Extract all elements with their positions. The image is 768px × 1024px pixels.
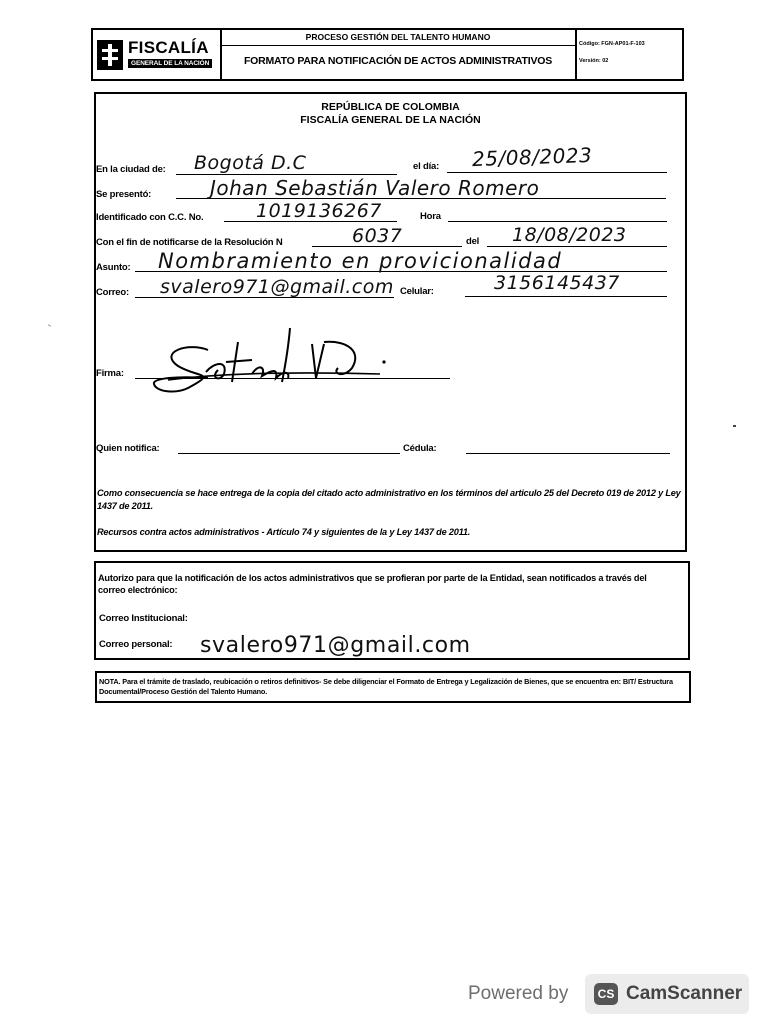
- celular-label: Celular:: [400, 286, 434, 297]
- quien-notifica-line: [178, 453, 400, 454]
- camscanner-logo-icon: CS: [594, 983, 618, 1005]
- resolucion-label: Con el fin de notificarse de la Resolución N: [96, 237, 283, 248]
- cedula-line: [466, 453, 670, 454]
- cedula-label: Cédula:: [403, 443, 437, 454]
- nota-text: NOTA. Para el trámite de traslado, reubicación o retiros definitivos- Se debe diligenciar el Formato de Entrega y Legalización de Bienes, que se encuentra en: BIT/ Estructura Documental/Proceso Gestión del Talento Humano.: [99, 677, 673, 696]
- seal-icon: [97, 40, 123, 70]
- cc-value: 1019136267: [256, 200, 382, 222]
- asunto-label: Asunto:: [96, 262, 131, 273]
- logo-subtitle: GENERAL DE LA NACIÓN: [128, 59, 212, 68]
- camscanner-name: CamScanner: [626, 983, 743, 1004]
- powered-by-text: Powered by: [468, 983, 569, 1004]
- firma-label: Firma:: [96, 368, 124, 379]
- celular-value: 3156145437: [494, 272, 620, 294]
- format-title: FORMATO PARA NOTIFICACIÓN DE ACTOS ADMINISTRATIVOS: [243, 55, 553, 67]
- presento-label: Se presentó:: [96, 189, 152, 200]
- celular-line: [465, 296, 667, 297]
- asunto-value: Nombramiento en provicionalidad: [158, 249, 563, 273]
- process-title: PROCESO GESTIÓN DEL TALENTO HUMANO: [305, 32, 491, 42]
- correo-institucional-label: Correo Institucional:: [99, 613, 188, 624]
- fiscalia-logo: [97, 38, 217, 74]
- cc-label: Identificado con C.C. No.: [96, 212, 204, 223]
- authorization-text: Autorizo para que la notificación de los actos administrativos que se profieran por parte de la Entidad, sean notificados a través del correo electrónico:: [98, 573, 647, 595]
- correo-personal-label: Correo personal:: [99, 639, 173, 650]
- ciudad-value: Bogotá D.C: [194, 152, 307, 174]
- del-value: 18/08/2023: [512, 224, 627, 246]
- ciudad-line: [176, 174, 397, 175]
- republic-title: REPÚBLICA DE COLOMBIA: [321, 101, 460, 113]
- fiscalia-title: FISCALÍA GENERAL DE LA NACIÓN: [300, 114, 481, 126]
- hora-line: [448, 221, 667, 222]
- dia-value: 25/08/2023: [471, 142, 593, 172]
- camscanner-badge: [585, 974, 749, 1014]
- document-version: Versión: 02: [579, 58, 609, 64]
- correo-personal-value: svalero971@gmail.com: [200, 633, 471, 658]
- header-divider-code: [575, 28, 577, 81]
- del-label: del: [466, 236, 480, 247]
- logo-name: FISCALÍA: [128, 38, 209, 57]
- scan-speck: [48, 324, 51, 326]
- delivery-note: Como consecuencia se hace entrega de la copia del citado acto administrativo en los términos del articulo 25 del Decreto 019 de 2012 y Ley 1437 de 2011.: [97, 488, 681, 511]
- resolucion-value: 6037: [352, 225, 403, 247]
- header-divider-process: [220, 45, 575, 46]
- dia-line: [447, 172, 667, 173]
- correo-label: Correo:: [96, 287, 129, 298]
- correo-value: svalero971@gmail.com: [160, 276, 394, 298]
- signature-image: [148, 322, 393, 397]
- scan-speck: [733, 425, 736, 427]
- del-line: [487, 246, 667, 247]
- ciudad-label: En la ciudad de:: [96, 164, 166, 175]
- dia-label: el día:: [413, 161, 440, 172]
- presento-value: Johan Sebastián Valero Romero: [210, 176, 540, 200]
- document-code: Código: FGN-AP01-F-103: [579, 41, 645, 47]
- hora-label: Hora: [420, 211, 441, 222]
- quien-notifica-label: Quien notifica:: [96, 443, 160, 454]
- recourse-note: Recursos contra actos administrativos - Artículo 74 y siguientes de la y Ley 1437 de 2011.: [97, 527, 471, 537]
